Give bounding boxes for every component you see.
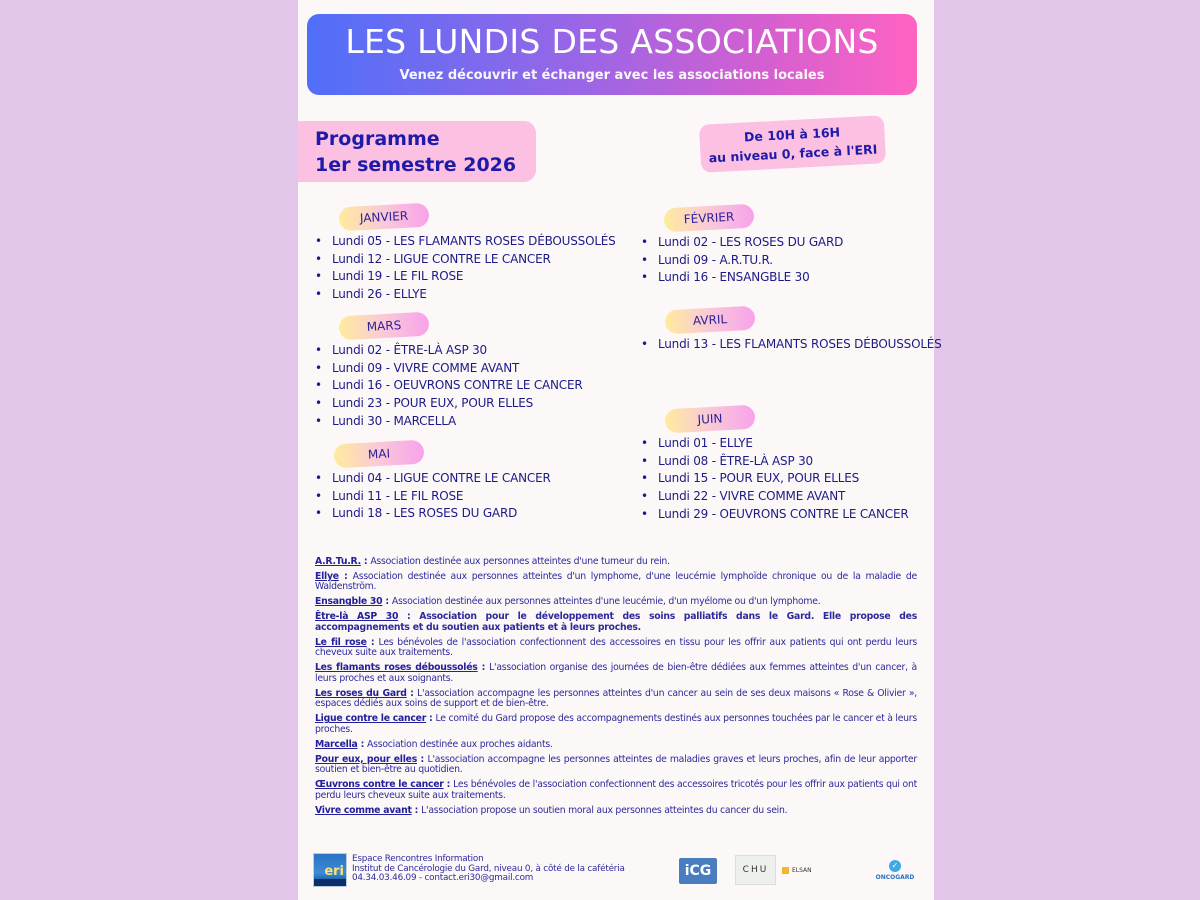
list-item: • Lundi 15 - POUR EUX, POUR ELLES <box>641 470 909 488</box>
check-icon: ✓ <box>889 860 901 872</box>
event-list <box>641 435 909 524</box>
program-label <box>298 121 536 182</box>
logo-band <box>314 879 346 886</box>
glossary-description: Association pour le développement des soins palliatifs dans le Gard. Elle propose des accompagnements et du soutien aux patients et à leurs proches. <box>315 611 917 633</box>
flyer-page <box>298 0 942 900</box>
glossary-separator: : <box>426 713 436 725</box>
list-item: • Lundi 18 - LES ROSES DU GARD <box>315 505 551 523</box>
glossary-item <box>315 740 917 751</box>
list-item: • Lundi 23 - POUR EUX, POUR ELLES <box>315 395 583 413</box>
list-item: • Lundi 09 - A.R.TU.R. <box>641 252 843 270</box>
glossary-description: Le comité du Gard propose des accompagnements destinés aux personnes touchées par le cancer et à leurs proches. <box>315 713 917 735</box>
list-item: • Lundi 09 - VIVRE COMME AVANT <box>315 360 583 378</box>
glossary-separator: : <box>338 570 353 582</box>
glossary-description: Association destinée aux personnes atteintes d'un lymphome, d'une leucémie lymphoïde chronique ou de la maladie de Waldenström. <box>315 570 917 593</box>
glossary-term: Les flamants roses déboussolés <box>315 662 478 674</box>
glossary-description: Association destinée aux proches aidants. <box>367 738 553 750</box>
list-item: • Lundi 22 - VIVRE COMME AVANT <box>641 488 909 506</box>
page-title: LES LUNDIS DES ASSOCIATIONS <box>345 22 879 61</box>
association-glossary <box>315 557 917 820</box>
glossary-description: Les bénévoles de l'association confectionnent des accessoires tricotés pour les offrir aux patients qui ont perdu leurs cheveux suite aux traitements. <box>315 779 917 801</box>
glossary-separator: : <box>398 611 420 623</box>
list-item: • Lundi 30 - MARCELLA <box>315 413 583 431</box>
month-mars <box>315 314 583 431</box>
glossary-description: L'association accompagne les personnes atteintes de maladies graves et leurs proches, afin de leur apporter soutien et bien-être au quotidien. <box>315 753 917 776</box>
org-contact: 04.34.03.46.09 - contact.eri30@gmail.com <box>352 873 534 884</box>
oncogard-logo-text: ONCOGARD <box>875 873 915 881</box>
glossary-term: Les roses du Gard <box>315 687 407 699</box>
event-list <box>315 342 583 431</box>
list-item: • Lundi 02 - ÊTRE-LÀ ASP 30 <box>315 342 583 360</box>
month-label: AVRIL <box>664 306 755 335</box>
glossary-separator: : <box>443 779 454 791</box>
glossary-separator: : <box>417 753 428 765</box>
list-item: • Lundi 16 - ENSANGBLE 30 <box>641 269 843 287</box>
glossary-description: Association destinée aux personnes atteintes d'une leucémie, d'un myélome ou d'un lymphome. <box>391 596 821 608</box>
glossary-separator: : <box>357 738 368 750</box>
list-item: • Lundi 29 - OEUVRONS CONTRE LE CANCER <box>641 506 909 524</box>
program-line-1: Programme <box>315 128 440 150</box>
oncogard-logo <box>875 855 915 885</box>
glossary-item <box>315 780 917 801</box>
list-item: • Lundi 16 - OEUVRONS CONTRE LE CANCER <box>315 377 583 395</box>
org-name: Espace Rencontres Information <box>352 854 484 864</box>
month-mai <box>315 442 551 523</box>
event-list <box>641 336 942 354</box>
glossary-term: Être-là ASP 30 <box>315 611 399 623</box>
schedule-hours: De 10H à 16H <box>743 124 841 145</box>
event-list <box>315 470 551 523</box>
program-line-2: 1er semestre 2026 <box>315 154 517 176</box>
schedule-info-badge <box>699 115 886 173</box>
list-item: • Lundi 13 - LES FLAMANTS ROSES DÉBOUSSOLÉS <box>641 336 942 354</box>
glossary-item <box>315 572 917 593</box>
list-item: • Lundi 05 - LES FLAMANTS ROSES DÉBOUSSOLÉS <box>315 233 616 251</box>
glossary-term: Ellye <box>315 570 339 582</box>
month-fevrier <box>641 206 843 287</box>
glossary-separator: : <box>366 636 379 648</box>
eri-logo <box>313 853 347 887</box>
glossary-item <box>315 689 917 710</box>
glossary-separator: : <box>406 687 418 699</box>
month-juin <box>641 407 909 524</box>
list-item: • Lundi 26 - ELLYE <box>315 286 616 304</box>
glossary-separator: : <box>360 556 371 567</box>
glossary-description: Association destinée aux personnes atteintes d'une tumeur du rein. <box>370 556 670 567</box>
event-list <box>641 234 843 287</box>
page-subtitle: Venez découvrir et échanger avec les associations locales <box>399 68 825 83</box>
glossary-description: Les bénévoles de l'association confectionnent des accessoires en tissu pour les offrir aux patients qui ont perdu leurs cheveux suite aux traitements. <box>315 636 917 659</box>
footer <box>313 852 923 892</box>
month-janvier <box>315 205 616 304</box>
month-label: JANVIER <box>338 203 429 232</box>
glossary-term: Pour eux, pour elles <box>315 753 417 765</box>
header-banner <box>307 14 917 95</box>
glossary-description: L'association organise des journées de bien-être dédiées aux femmes atteintes d'un cancer, à leurs proches et aux soignants. <box>315 662 917 684</box>
glossary-item <box>315 612 917 633</box>
eri-logo-text: eri <box>324 864 344 879</box>
month-label: MAI <box>333 440 424 469</box>
event-list <box>315 233 616 304</box>
icg-logo: iCG <box>679 858 717 884</box>
glossary-term: Vivre comme avant <box>315 804 412 816</box>
list-item: • Lundi 04 - LIGUE CONTRE LE CANCER <box>315 470 551 488</box>
glossary-item <box>315 638 917 659</box>
chu-logo: CHU <box>735 855 776 885</box>
glossary-term: Œuvrons contre le cancer <box>315 779 444 791</box>
glossary-separator: : <box>477 662 490 674</box>
glossary-term: Ligue contre le cancer <box>315 713 427 725</box>
schedule-location: au niveau 0, face à l'ERI <box>708 141 878 166</box>
month-label: FÉVRIER <box>663 204 754 233</box>
glossary-item <box>315 663 917 684</box>
elsan-mark-icon <box>782 867 789 874</box>
month-label: JUIN <box>664 405 755 434</box>
glossary-separator: : <box>382 596 392 608</box>
list-item: • Lundi 12 - LIGUE CONTRE LE CANCER <box>315 251 616 269</box>
list-item: • Lundi 11 - LE FIL ROSE <box>315 488 551 506</box>
glossary-description: L'association accompagne les personnes atteintes d'un cancer au sein de ses deux maisons « Rose & Olivier », espaces dédiés aux soins de support et de bien-être. <box>315 687 917 710</box>
elsan-logo <box>782 855 852 885</box>
glossary-term: Le fil rose <box>315 636 367 648</box>
glossary-description: L'association propose un soutien moral aux personnes atteintes du cancer du sein. <box>421 804 788 816</box>
list-item: • Lundi 08 - ÊTRE-LÀ ASP 30 <box>641 453 909 471</box>
list-item: • Lundi 19 - LE FIL ROSE <box>315 268 616 286</box>
list-item: • Lundi 02 - LES ROSES DU GARD <box>641 234 843 252</box>
month-label: MARS <box>338 312 429 341</box>
glossary-item <box>315 755 917 776</box>
glossary-item <box>315 557 917 568</box>
month-avril <box>641 308 942 354</box>
org-address: Institut de Cancérologie du Gard, niveau 0, à côté de la cafétéria <box>352 863 625 874</box>
elsan-logo-text: ELSAN <box>792 866 812 874</box>
glossary-item <box>315 806 917 817</box>
glossary-term: A.R.Tu.R. <box>315 556 361 567</box>
list-item: • Lundi 01 - ELLYE <box>641 435 909 453</box>
glossary-term: Marcella <box>315 738 358 750</box>
glossary-term: Ensangble 30 <box>315 596 383 608</box>
glossary-item <box>315 597 917 608</box>
contact-info <box>352 855 625 884</box>
glossary-separator: : <box>411 804 422 816</box>
glossary-item <box>315 714 917 735</box>
